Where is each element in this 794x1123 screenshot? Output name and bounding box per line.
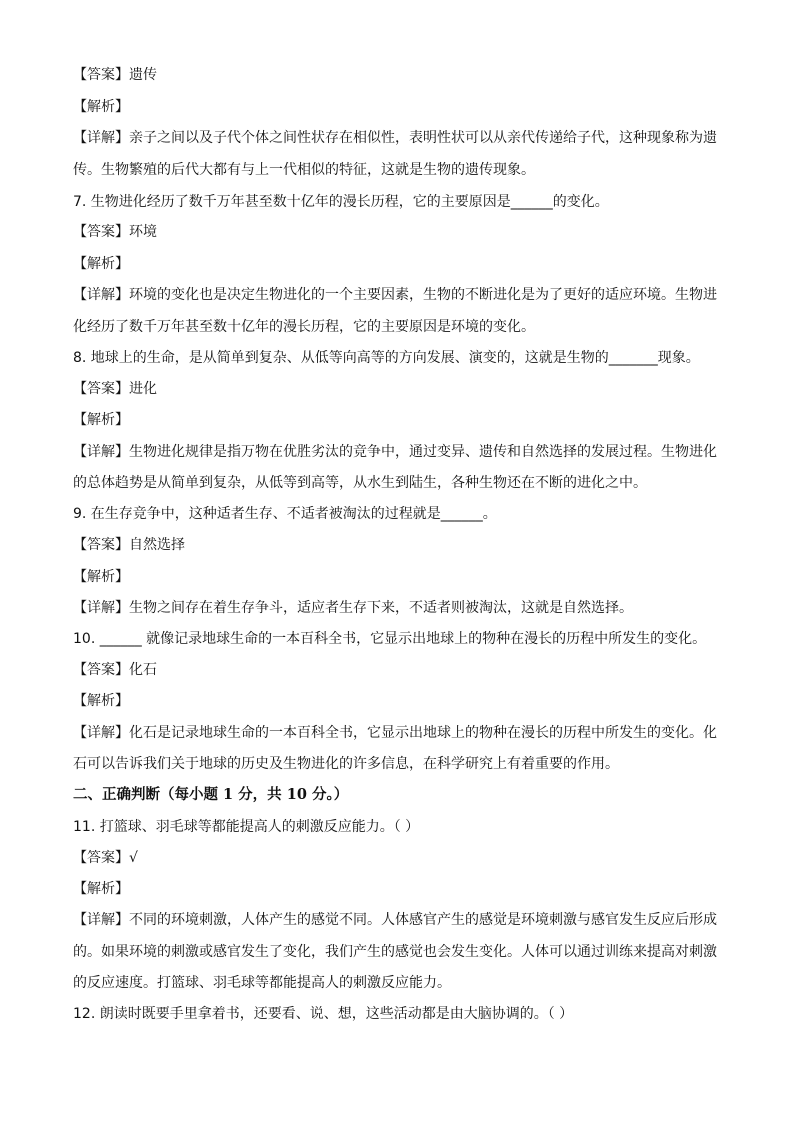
section-heading — [73, 785, 723, 805]
detail-text: 化经历了数千万年甚至数十亿年的漫长历程，它的主要原因是环境的变化。 — [73, 319, 535, 335]
detail-tag: 【详解】 — [73, 444, 129, 460]
question-10 — [73, 629, 723, 649]
detail-line-11a — [73, 910, 723, 930]
detail-text: 的反应速度。打篮球、羽毛球等都能提高人的刺激反应能力。 — [73, 975, 451, 991]
question-7 — [73, 192, 723, 212]
detail-line-8a — [73, 442, 723, 462]
question-9 — [73, 504, 723, 524]
detail-text: 不同的环境刺激，人体产生的感觉不同。人体感官产生的感觉是环境刺激与感官发生反应后形成 — [129, 912, 717, 928]
analysis-tag: 【解析】 — [73, 881, 129, 897]
analysis-line-7 — [73, 254, 723, 274]
detail-line-7a — [73, 285, 723, 305]
detail-line-8b — [73, 473, 723, 493]
analysis-tag: 【解析】 — [73, 412, 129, 428]
question-8 — [73, 348, 723, 368]
answer-text: √ — [129, 850, 138, 866]
answer-line-9 — [73, 535, 723, 555]
answer-text: 进化 — [129, 381, 157, 397]
detail-text: 石可以告诉我们关于地球的历史及生物进化的许多信息，在科学研究上有着重要的作用。 — [73, 756, 619, 772]
detail-line-9 — [73, 598, 723, 618]
detail-line-10a — [73, 723, 723, 743]
question-text: 8. 地球上的生命，是从简单到复杂、从低等向高等的方向发展、演变的，这就是生物的_______现象。 — [73, 350, 700, 366]
detail-line-11b — [73, 942, 723, 962]
answer-line-11 — [73, 848, 723, 868]
detail-text: 传。生物繁殖的后代大都有与上一代相似的特征，这就是生物的遗传现象。 — [73, 162, 535, 178]
detail-tag: 【详解】 — [73, 130, 129, 146]
answer-text: 环境 — [129, 224, 157, 240]
answer-tag: 【答案】 — [73, 662, 129, 678]
answer-text: 自然选择 — [129, 537, 185, 553]
detail-text: 的。如果环境的刺激或感官发生了变化，我们产生的感觉也会发生变化。人体可以通过训练来提高对刺激 — [73, 944, 717, 960]
analysis-tag: 【解析】 — [73, 256, 129, 272]
detail-line-7b — [73, 317, 723, 337]
analysis-line-8 — [73, 410, 723, 430]
detail-line-10b — [73, 754, 723, 774]
analysis-tag: 【解析】 — [73, 693, 129, 709]
detail-text: 生物之间存在着生存争斗，适应者生存下来，不适者则被淘汰，这就是自然选择。 — [129, 600, 633, 616]
answer-line-7 — [73, 222, 723, 242]
question-11 — [73, 817, 723, 837]
detail-line-11c — [73, 973, 723, 993]
detail-text: 的总体趋势是从简单到复杂，从低等到高等，从水生到陆生，各种生物还在不断的进化之中。 — [73, 475, 647, 491]
answer-text: 化石 — [129, 662, 157, 678]
detail-tag: 【详解】 — [73, 600, 129, 616]
answer-line-10 — [73, 660, 723, 680]
question-text: 11. 打篮球、羽毛球等都能提高人的刺激反应能力。（ ） — [73, 819, 420, 835]
analysis-line-6 — [73, 97, 723, 117]
question-text: 7. 生物进化经历了数千万年甚至数十亿年的漫长历程，它的主要原因是______的变化。 — [73, 194, 609, 210]
answer-tag: 【答案】 — [73, 537, 129, 553]
section-heading-text: 二、正确判断（每小题 1 分，共 10 分。） — [73, 786, 349, 803]
analysis-line-10 — [73, 691, 723, 711]
answer-tag: 【答案】 — [73, 224, 129, 240]
detail-text: 化石是记录地球生命的一本百科全书，它显示出地球上的物种在漫长的历程中所发生的变化。化 — [129, 725, 717, 741]
analysis-tag: 【解析】 — [73, 569, 129, 585]
answer-text: 遗传 — [129, 67, 157, 83]
answer-tag: 【答案】 — [73, 850, 129, 866]
answer-tag: 【答案】 — [73, 67, 129, 83]
analysis-line-9 — [73, 567, 723, 587]
detail-tag: 【详解】 — [73, 725, 129, 741]
detail-line-6a — [73, 128, 723, 148]
analysis-line-11 — [73, 879, 723, 899]
answer-tag: 【答案】 — [73, 381, 129, 397]
detail-text: 亲子之间以及子代个体之间性状存在相似性，表明性状可以从亲代传递给子代，这种现象称为遗 — [129, 130, 717, 146]
question-text: 12. 朗读时既要手里拿着书，还要看、说、想，这些活动都是由大脑协调的。（ ） — [73, 1006, 574, 1022]
question-12 — [73, 1004, 723, 1024]
analysis-tag: 【解析】 — [73, 99, 129, 115]
detail-tag: 【详解】 — [73, 912, 129, 928]
detail-text: 环境的变化也是决定生物进化的一个主要因素，生物的不断进化是为了更好的适应环境。生物进 — [129, 287, 717, 303]
detail-tag: 【详解】 — [73, 287, 129, 303]
answer-line-6 — [73, 65, 723, 85]
question-text: 10. ______ 就像记录地球生命的一本百科全书，它显示出地球上的物种在漫长的历程中所发生的变化。 — [73, 631, 707, 647]
detail-text: 生物进化规律是指万物在优胜劣汰的竞争中，通过变异、遗传和自然选择的发展过程。生物进化 — [129, 444, 717, 460]
question-text: 9. 在生存竞争中，这种适者生存、不适者被淘汰的过程就是______。 — [73, 506, 497, 522]
answer-line-8 — [73, 379, 723, 399]
detail-line-6b — [73, 160, 723, 180]
